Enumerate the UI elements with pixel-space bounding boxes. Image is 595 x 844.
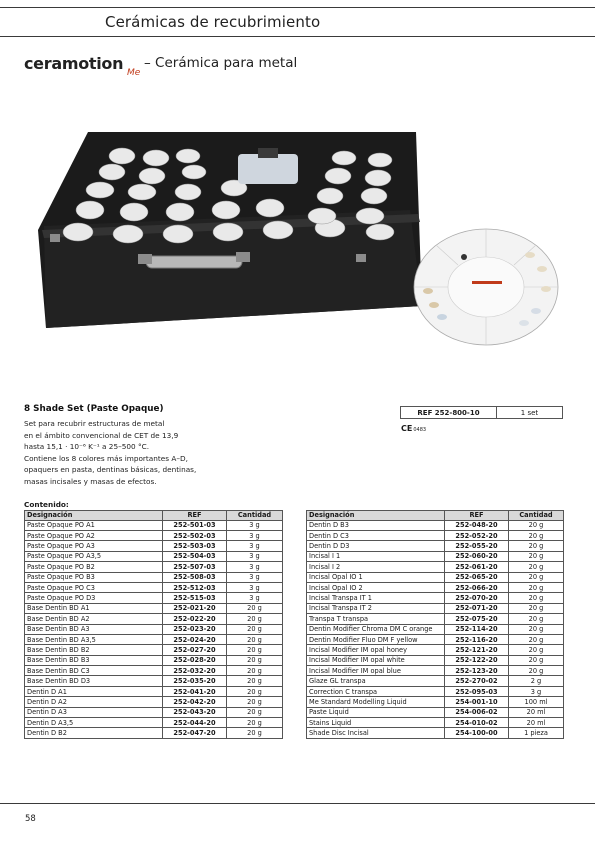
designation-cell: Base Dentin BD A3 xyxy=(25,624,163,634)
description-line: masas incisales y masas de efectos. xyxy=(24,476,157,486)
ref-cell: 252-095-03 xyxy=(445,686,509,696)
col-header-qty: Cantidad xyxy=(227,511,283,521)
brand-subtitle: – Cerámica para metal xyxy=(144,55,298,71)
designation-cell: Paste Opaque PO A3,5 xyxy=(25,551,163,561)
ref-cell: 252-041-20 xyxy=(163,686,227,696)
qty-cell: 100 ml xyxy=(509,697,564,707)
product-title: 8 Shade Set (Paste Opaque) xyxy=(24,404,164,414)
col-header-qty: Cantidad xyxy=(509,511,564,521)
qty-cell: 20 g xyxy=(509,593,564,603)
table-row xyxy=(25,541,283,551)
qty-cell: 3 g xyxy=(227,520,283,530)
ref-cell: 252-066-20 xyxy=(445,582,509,592)
ref-cell: 252-055-20 xyxy=(445,541,509,551)
designation-cell: Dentin D B2 xyxy=(25,728,163,738)
table-row xyxy=(25,655,283,665)
qty-cell: 20 g xyxy=(227,666,283,676)
description-line: Set para recubrir estructuras de metal xyxy=(24,419,165,428)
ce-mark xyxy=(401,424,426,433)
ref-cell: 252-512-03 xyxy=(163,582,227,592)
qty-cell: 3 g xyxy=(227,562,283,572)
designation-cell: Dentin D C3 xyxy=(307,530,445,540)
table-row xyxy=(25,562,283,572)
designation-cell: Paste Opaque PO B3 xyxy=(25,572,163,582)
qty-cell: 3 g xyxy=(227,593,283,603)
designation-cell: Incisal Opal IO 2 xyxy=(307,582,445,592)
ref-cell: 252-501-03 xyxy=(163,520,227,530)
table-row xyxy=(25,697,283,707)
table-row xyxy=(25,666,283,676)
table-row xyxy=(307,551,564,561)
qty-cell: 20 g xyxy=(509,603,564,613)
qty-cell: 20 g xyxy=(227,697,283,707)
designation-cell: Paste Liquid xyxy=(307,707,445,717)
qty-cell: 20 g xyxy=(509,582,564,592)
table-row xyxy=(25,707,283,717)
table-row xyxy=(25,645,283,655)
ref-quantity: 1 set xyxy=(497,407,563,419)
table-row xyxy=(307,603,564,613)
table-row xyxy=(307,572,564,582)
designation-cell: Paste Opaque PO A2 xyxy=(25,530,163,540)
description-line: Contiene los 8 colores más importantes A–D, xyxy=(24,453,188,463)
qty-cell: 20 g xyxy=(509,624,564,634)
qty-cell: 20 g xyxy=(227,614,283,624)
table-row xyxy=(307,676,564,686)
designation-cell: Base Dentin BD C3 xyxy=(25,666,163,676)
qty-cell: 20 g xyxy=(227,718,283,728)
designation-cell: Dentin Modifier Fluo DM F yellow xyxy=(307,634,445,644)
header-top-rule xyxy=(0,7,595,8)
designation-cell: Incisal Transpa IT 2 xyxy=(307,603,445,613)
ref-cell: 252-024-20 xyxy=(163,634,227,644)
qty-cell: 20 g xyxy=(227,707,283,717)
table-row xyxy=(25,551,283,561)
ref-cell: 252-022-20 xyxy=(163,614,227,624)
designation-cell: Dentin D A1 xyxy=(25,686,163,696)
designation-cell: Paste Opaque PO D3 xyxy=(25,593,163,603)
table-row xyxy=(307,582,564,592)
qty-cell: 20 g xyxy=(227,676,283,686)
ref-cell: 252-028-20 xyxy=(163,655,227,665)
ce-symbol: CE xyxy=(401,424,413,433)
ref-cell: 252-048-20 xyxy=(445,520,509,530)
qty-cell: 20 g xyxy=(227,634,283,644)
designation-cell: Glaze GL transpa xyxy=(307,676,445,686)
ref-cell: 252-070-20 xyxy=(445,593,509,603)
designation-cell: Incisal Modifier IM opal blue xyxy=(307,666,445,676)
table-row xyxy=(307,593,564,603)
table-row xyxy=(307,624,564,634)
ref-cell: 252-044-20 xyxy=(163,718,227,728)
ref-cell: 252-116-20 xyxy=(445,634,509,644)
col-header-designation: Designación xyxy=(307,511,445,521)
ref-cell: 252-043-20 xyxy=(163,707,227,717)
table-row xyxy=(25,603,283,613)
designation-cell: Dentin Modifier Chroma DM C orange xyxy=(307,624,445,634)
ref-cell: 252-504-03 xyxy=(163,551,227,561)
designation-cell: Incisal I 2 xyxy=(307,562,445,572)
qty-cell: 3 g xyxy=(227,551,283,561)
designation-cell: Incisal Transpa IT 1 xyxy=(307,593,445,603)
table-row xyxy=(25,520,283,530)
ref-cell: 252-123-20 xyxy=(445,666,509,676)
designation-cell: Correction C transpa xyxy=(307,686,445,696)
qty-cell: 3 g xyxy=(227,530,283,540)
logo-sub: Me xyxy=(127,68,141,78)
table-row xyxy=(25,686,283,696)
designation-cell: Base Dentin BD D3 xyxy=(25,676,163,686)
ref-cell: 252-515-03 xyxy=(163,593,227,603)
qty-cell: 20 g xyxy=(227,645,283,655)
designation-cell: Paste Opaque PO C3 xyxy=(25,582,163,592)
table-row xyxy=(25,634,283,644)
contents-table-left xyxy=(24,510,283,739)
ref-cell: 252-508-03 xyxy=(163,572,227,582)
footer-rule xyxy=(0,803,595,804)
designation-cell: Transpa T transpa xyxy=(307,614,445,624)
ref-cell: 252-507-03 xyxy=(163,562,227,572)
ref-cell: 252-122-20 xyxy=(445,655,509,665)
qty-cell: 20 g xyxy=(227,655,283,665)
table-row xyxy=(307,541,564,551)
ref-cell: 254-001-10 xyxy=(445,697,509,707)
ref-cell: 252-023-20 xyxy=(163,624,227,634)
table-row xyxy=(25,530,283,540)
ref-number: REF 252-800-10 xyxy=(401,407,497,419)
ref-cell: 254-100-00 xyxy=(445,728,509,738)
qty-cell: 20 g xyxy=(509,562,564,572)
qty-cell: 20 g xyxy=(509,645,564,655)
description-line: en el ámbito convencional de CET de 13,9 xyxy=(24,430,179,440)
designation-cell: Base Dentin BD A1 xyxy=(25,603,163,613)
ref-cell: 252-065-20 xyxy=(445,572,509,582)
table-row xyxy=(307,718,564,728)
qty-cell: 20 g xyxy=(509,541,564,551)
designation-cell: Incisal Opal IO 1 xyxy=(307,572,445,582)
table-row xyxy=(25,572,283,582)
ref-cell: 252-121-20 xyxy=(445,645,509,655)
designation-cell: Incisal I 1 xyxy=(307,551,445,561)
shade-disc-image xyxy=(412,225,560,355)
ref-cell: 252-052-20 xyxy=(445,530,509,540)
contents-label: Contenido: xyxy=(24,500,69,509)
table-row xyxy=(307,666,564,676)
designation-cell: Paste Opaque PO A1 xyxy=(25,520,163,530)
table-row xyxy=(307,686,564,696)
qty-cell: 20 g xyxy=(227,728,283,738)
col-header-ref: REF xyxy=(445,511,509,521)
table-row xyxy=(307,655,564,665)
designation-cell: Base Dentin BD B2 xyxy=(25,645,163,655)
ref-cell: 252-071-20 xyxy=(445,603,509,613)
designation-cell: Stains Liquid xyxy=(307,718,445,728)
designation-cell: Incisal Modifier IM opal honey xyxy=(307,645,445,655)
table-row xyxy=(307,614,564,624)
table-row xyxy=(25,676,283,686)
ref-cell: 252-060-20 xyxy=(445,551,509,561)
qty-cell: 1 pieza xyxy=(509,728,564,738)
ref-cell: 252-021-20 xyxy=(163,603,227,613)
ref-cell: 254-006-02 xyxy=(445,707,509,717)
page-title: Cerámicas de recubrimiento xyxy=(105,13,321,31)
qty-cell: 20 ml xyxy=(509,718,564,728)
qty-cell: 20 g xyxy=(227,686,283,696)
designation-cell: Me Standard Modelling Liquid xyxy=(307,697,445,707)
qty-cell: 2 g xyxy=(509,676,564,686)
designation-cell: Base Dentin BD A3,5 xyxy=(25,634,163,644)
ref-cell: 252-027-20 xyxy=(163,645,227,655)
designation-cell: Base Dentin BD A2 xyxy=(25,614,163,624)
ref-cell: 252-114-20 xyxy=(445,624,509,634)
table-row xyxy=(307,530,564,540)
qty-cell: 3 g xyxy=(227,572,283,582)
ce-number: 0483 xyxy=(413,427,427,433)
table-row xyxy=(307,562,564,572)
ref-cell: 252-047-20 xyxy=(163,728,227,738)
qty-cell: 3 g xyxy=(227,582,283,592)
ref-cell: 254-010-02 xyxy=(445,718,509,728)
ref-cell: 252-502-03 xyxy=(163,530,227,540)
qty-cell: 20 g xyxy=(509,520,564,530)
header-bottom-rule xyxy=(0,36,595,37)
designation-cell: Dentin D D3 xyxy=(307,541,445,551)
qty-cell: 20 g xyxy=(509,551,564,561)
designation-cell: Incisal Modifier IM opal white xyxy=(307,655,445,665)
qty-cell: 20 g xyxy=(509,614,564,624)
table-row xyxy=(25,614,283,624)
contents-table-right xyxy=(306,510,564,739)
designation-cell: Dentin D A3,5 xyxy=(25,718,163,728)
col-header-designation: Designación xyxy=(25,511,163,521)
table-row xyxy=(307,707,564,717)
qty-cell: 20 g xyxy=(509,634,564,644)
ref-cell: 252-075-20 xyxy=(445,614,509,624)
qty-cell: 20 g xyxy=(227,624,283,634)
col-header-ref: REF xyxy=(163,511,227,521)
designation-cell: Dentin D B3 xyxy=(307,520,445,530)
table-row xyxy=(307,645,564,655)
ref-cell: 252-270-02 xyxy=(445,676,509,686)
table-row xyxy=(307,697,564,707)
ref-cell: 252-032-20 xyxy=(163,666,227,676)
qty-cell: 3 g xyxy=(509,686,564,696)
qty-cell: 20 g xyxy=(227,603,283,613)
qty-cell: 3 g xyxy=(227,541,283,551)
page-number: 58 xyxy=(25,814,36,824)
qty-cell: 20 ml xyxy=(509,707,564,717)
qty-cell: 20 g xyxy=(509,530,564,540)
ref-table xyxy=(400,406,563,419)
table-row xyxy=(25,718,283,728)
designation-cell: Paste Opaque PO A3 xyxy=(25,541,163,551)
table-row xyxy=(25,728,283,738)
designation-cell: Shade Disc Incisal xyxy=(307,728,445,738)
logo-wordmark: ceramotion xyxy=(24,54,124,73)
ref-cell: 252-503-03 xyxy=(163,541,227,551)
table-row xyxy=(307,728,564,738)
ref-cell: 252-061-20 xyxy=(445,562,509,572)
designation-cell: Dentin D A3 xyxy=(25,707,163,717)
table-row xyxy=(307,634,564,644)
table-row xyxy=(25,624,283,634)
product-description xyxy=(24,418,224,488)
ref-cell: 252-035-20 xyxy=(163,676,227,686)
product-case-image xyxy=(38,130,422,330)
table-row xyxy=(25,582,283,592)
designation-cell: Dentin D A2 xyxy=(25,697,163,707)
table-row xyxy=(307,520,564,530)
ref-cell: 252-042-20 xyxy=(163,697,227,707)
description-line: hasta 15,1 · 10⁻⁶ K⁻¹ a 25–500 °C. xyxy=(24,442,150,452)
description-line: opaquers en pasta, dentinas básicas, dentinas, xyxy=(24,465,197,475)
designation-cell: Paste Opaque PO B2 xyxy=(25,562,163,572)
qty-cell: 20 g xyxy=(509,666,564,676)
table-row xyxy=(25,593,283,603)
qty-cell: 20 g xyxy=(509,655,564,665)
designation-cell: Base Dentin BD B3 xyxy=(25,655,163,665)
qty-cell: 20 g xyxy=(509,572,564,582)
